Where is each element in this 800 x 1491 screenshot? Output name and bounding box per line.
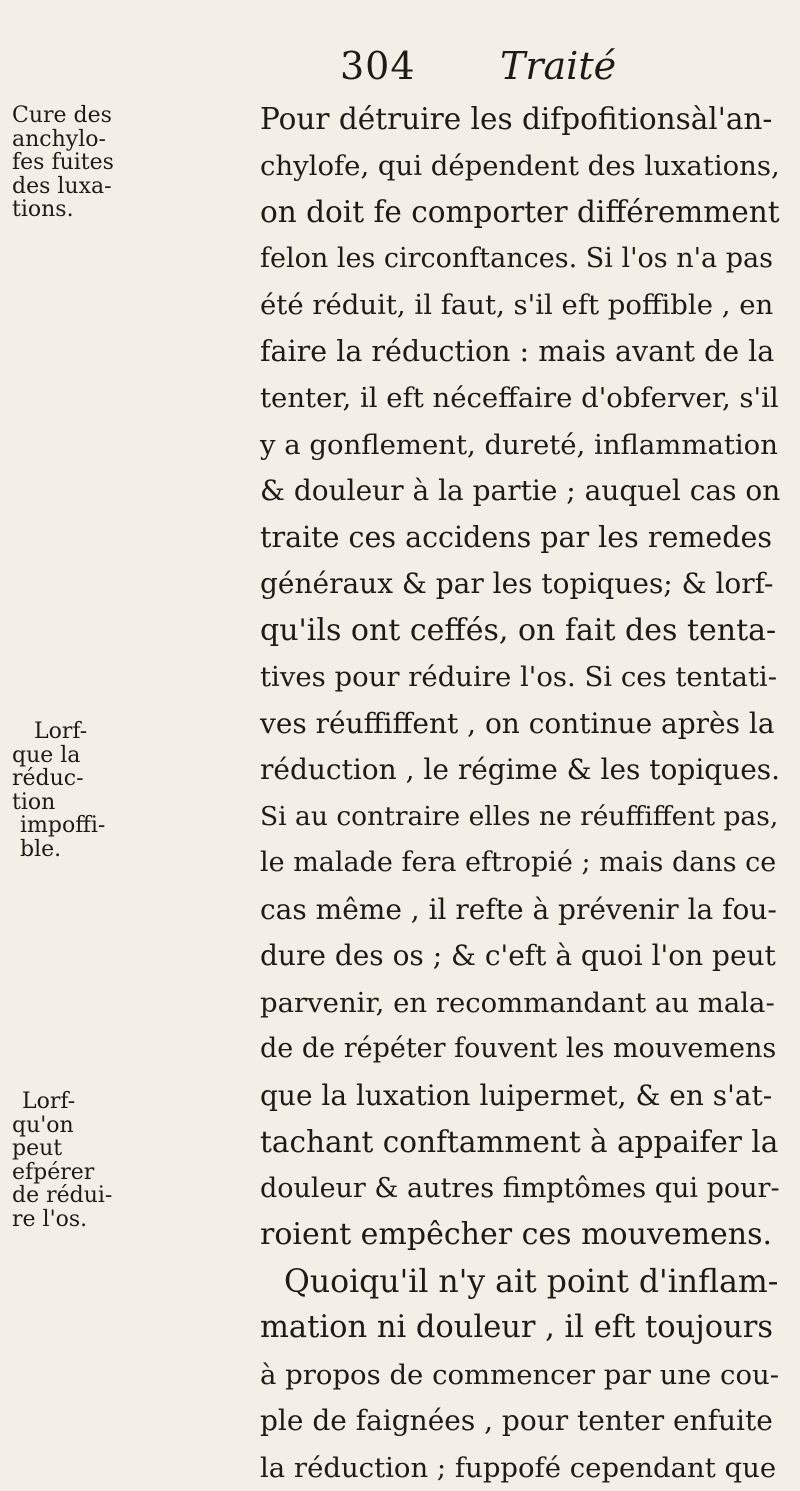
text-line: on doit fe comporter différemment [260, 189, 780, 236]
text-line: & douleur à la partie ; auquel cas on [260, 468, 780, 515]
text-line: tenter, il eft néceffaire d'obferver, s'il [260, 375, 780, 422]
main-text [260, 96, 780, 1491]
page-header [340, 44, 640, 90]
text-line: Pour détruire les difpofitionsàl'an- [260, 96, 780, 143]
text-line: de de répéter fouvent les mouvemens [260, 1026, 780, 1073]
text-line: réduction , le régime & les topiques. [260, 747, 780, 794]
text-line: parvenir, en recommandant au mala- [260, 980, 780, 1027]
text-line: mation ni douleur , il eft toujours [260, 1305, 780, 1352]
text-line: douleur & autres fimptômes qui pour- [260, 1166, 780, 1213]
text-line: cas même , il refte à prévenir la fou- [260, 887, 780, 934]
margin-note-cure: Cure des anchylo- fes fuites des luxa- tions. [12, 104, 212, 222]
text-line: roient empêcher ces mouvemens. [260, 1212, 780, 1259]
margin-note-lorsquon: Lorf- qu'on peut efpérer de rédui- re l'os. [12, 1090, 212, 1231]
text-line: à propos de commencer par une cou- [260, 1352, 780, 1399]
text-line: généraux & par les topiques; & lorf- [260, 561, 780, 608]
text-line: tachant conftamment à appaifer la [260, 1119, 780, 1166]
text-line: felon les circonftances. Si l'os n'a pas [260, 236, 780, 283]
text-line: Si au contraire elles ne réuffiffent pas, [260, 794, 780, 841]
page-number: 304 [340, 44, 416, 88]
text-line: la réduction ; fuppofé cependant que [260, 1445, 780, 1491]
text-line: qu'ils ont ceffés, on fait des tenta- [260, 608, 780, 655]
text-line: faire la réduction : mais avant de la [260, 329, 780, 376]
text-line: été réduit, il faut, s'il eft poffible , en [260, 282, 780, 329]
text-line: tives pour réduire l'os. Si ces tentati- [260, 654, 780, 701]
margin-note-lorsque: Lorf- que la réduc- tion impoffi- ble. [12, 720, 212, 861]
text-line: traite ces accidens par les remedes [260, 515, 780, 562]
text-line: dure des os ; & c'eft à quoi l'on peut [260, 933, 780, 980]
text-line: Quoiqu'il n'y ait point d'inflam- [260, 1259, 780, 1306]
text-line: que la luxation luipermet, & en s'at- [260, 1073, 780, 1120]
text-line: le malade fera eftropié ; mais dans ce [260, 840, 780, 887]
text-line: chylofe, qui dépendent des luxations, [260, 143, 780, 190]
text-line: y a gonflement, dureté, inflammation [260, 422, 780, 469]
running-title: Traité [500, 44, 616, 88]
text-line: ple de faignées , pour tenter enfuite [260, 1398, 780, 1445]
text-line: ves réuffiffent , on continue après la [260, 701, 780, 748]
